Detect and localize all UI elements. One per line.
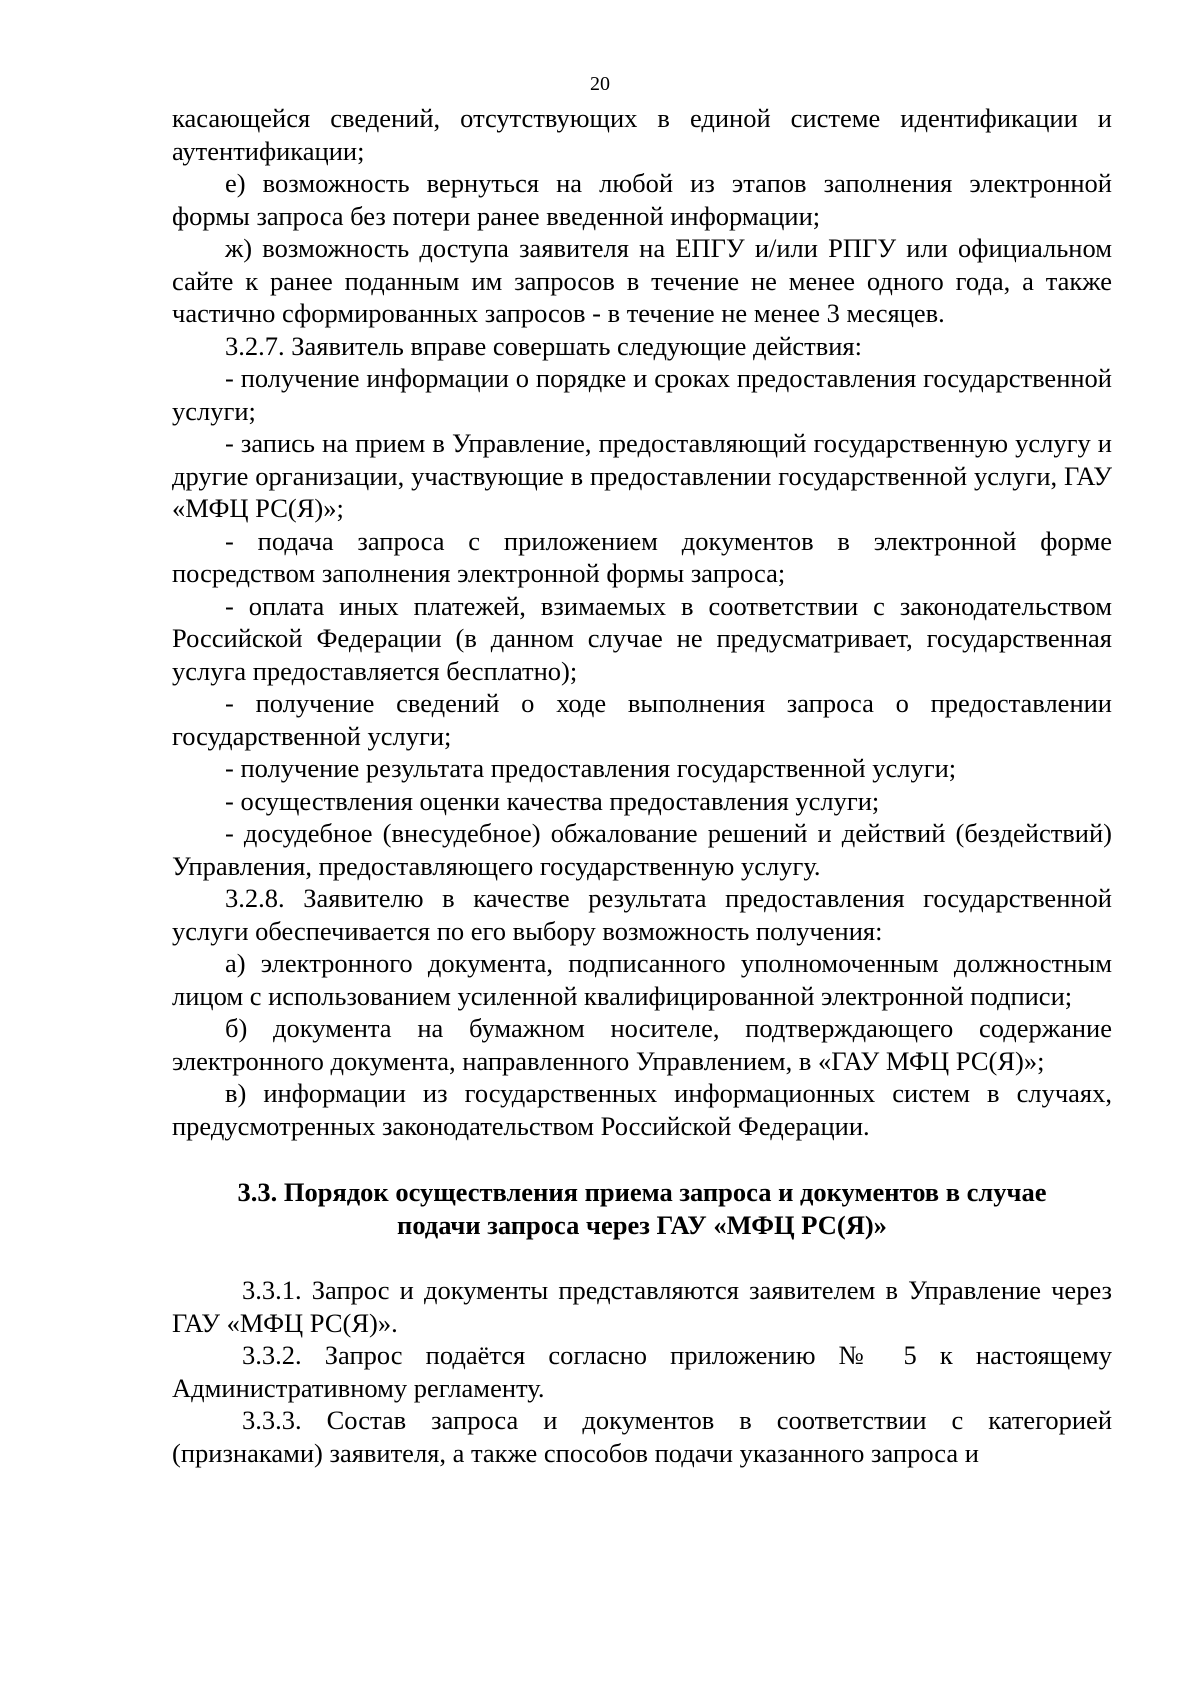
section-heading-line: подачи запроса через ГАУ «МФЦ РС(Я)» [397,1209,887,1240]
list-item: в) информации из государственных информационных систем в случаях, предусмотренных законодательством Российской Федерации. [172,1078,1112,1141]
list-item: - подача запроса с приложением документов в электронной форме посредством заполнения электронной формы запроса; [172,525,1112,588]
list-item: - досудебное (внесудебное) обжалование решений и действий (бездействий) Управления, предоставляющего государственную услугу. [172,818,1112,881]
list-item: - осуществления оценки качества предоставления услуги; [225,785,880,816]
list-item: - получение информации о порядке и сроках предоставления государственной услуги; [172,363,1112,426]
list-item: а) электронного документа, подписанного уполномоченным должностным лицом с использованием усиленной квалифицированной электронной подписи; [172,948,1112,1011]
page-number: 20 [590,73,610,95]
document-body [172,102,1112,1469]
list-item: б) документа на бумажном носителе, подтверждающего содержание электронного документа, направленного Управлением, в «ГАУ МФЦ РС(Я)»; [172,1013,1112,1076]
paragraph: е) возможность вернуться на любой из этапов заполнения электронной формы запроса без потери ранее введенной информации; [172,168,1112,231]
paragraph: касающейся сведений, отсутствующих в единой системе идентификации и аутентификации; [172,103,1112,166]
list-item: - запись на прием в Управление, предоставляющий государственную услугу и другие организации, участвующие в предоставлении государственной услуги, ГАУ «МФЦ РС(Я)»; [172,428,1112,523]
paragraph: 3.2.7. Заявитель вправе совершать следующие действия: [225,330,862,361]
section-heading [172,1176,1112,1241]
list-item: - получение сведений о ходе выполнения запроса о предоставлении государственной услуги; [172,688,1112,751]
paragraph: 3.3.3. Состав запроса и документов в соответствии с категорией (признаками) заявителя, а также способов подачи указанного запроса и [172,1405,1112,1468]
list-item: - получение результата предоставления государственной услуги; [225,753,957,783]
paragraph: ж) возможность доступа заявителя на ЕПГУ и/или РПГУ или официальном сайте к ранее поданным им запросов в течение не менее одного года, а также частично сформированных запросов - в течение не менее 3 месяцев. [172,233,1112,328]
paragraph: 3.3.1. Запрос и документы представляются заявителем в Управление через ГАУ «МФЦ РС(Я)». [172,1275,1112,1338]
list-item: - оплата иных платежей, взимаемых в соответствии с законодательством Российской Федерации (в данном случае не предусматривает, государственная услуга предоставляется бесплатно); [172,590,1112,686]
paragraph: 3.3.2. Запрос подаётся согласно приложению № 5 к настоящему Административному регламенту. [172,1340,1112,1403]
paragraph: 3.2.8. Заявителю в качестве результата предоставления государственной услуги обеспечивается по его выбору возможность получения: [172,883,1112,946]
section-heading-line: 3.3. Порядок осуществления приема запроса и документов в случае [237,1177,1047,1207]
